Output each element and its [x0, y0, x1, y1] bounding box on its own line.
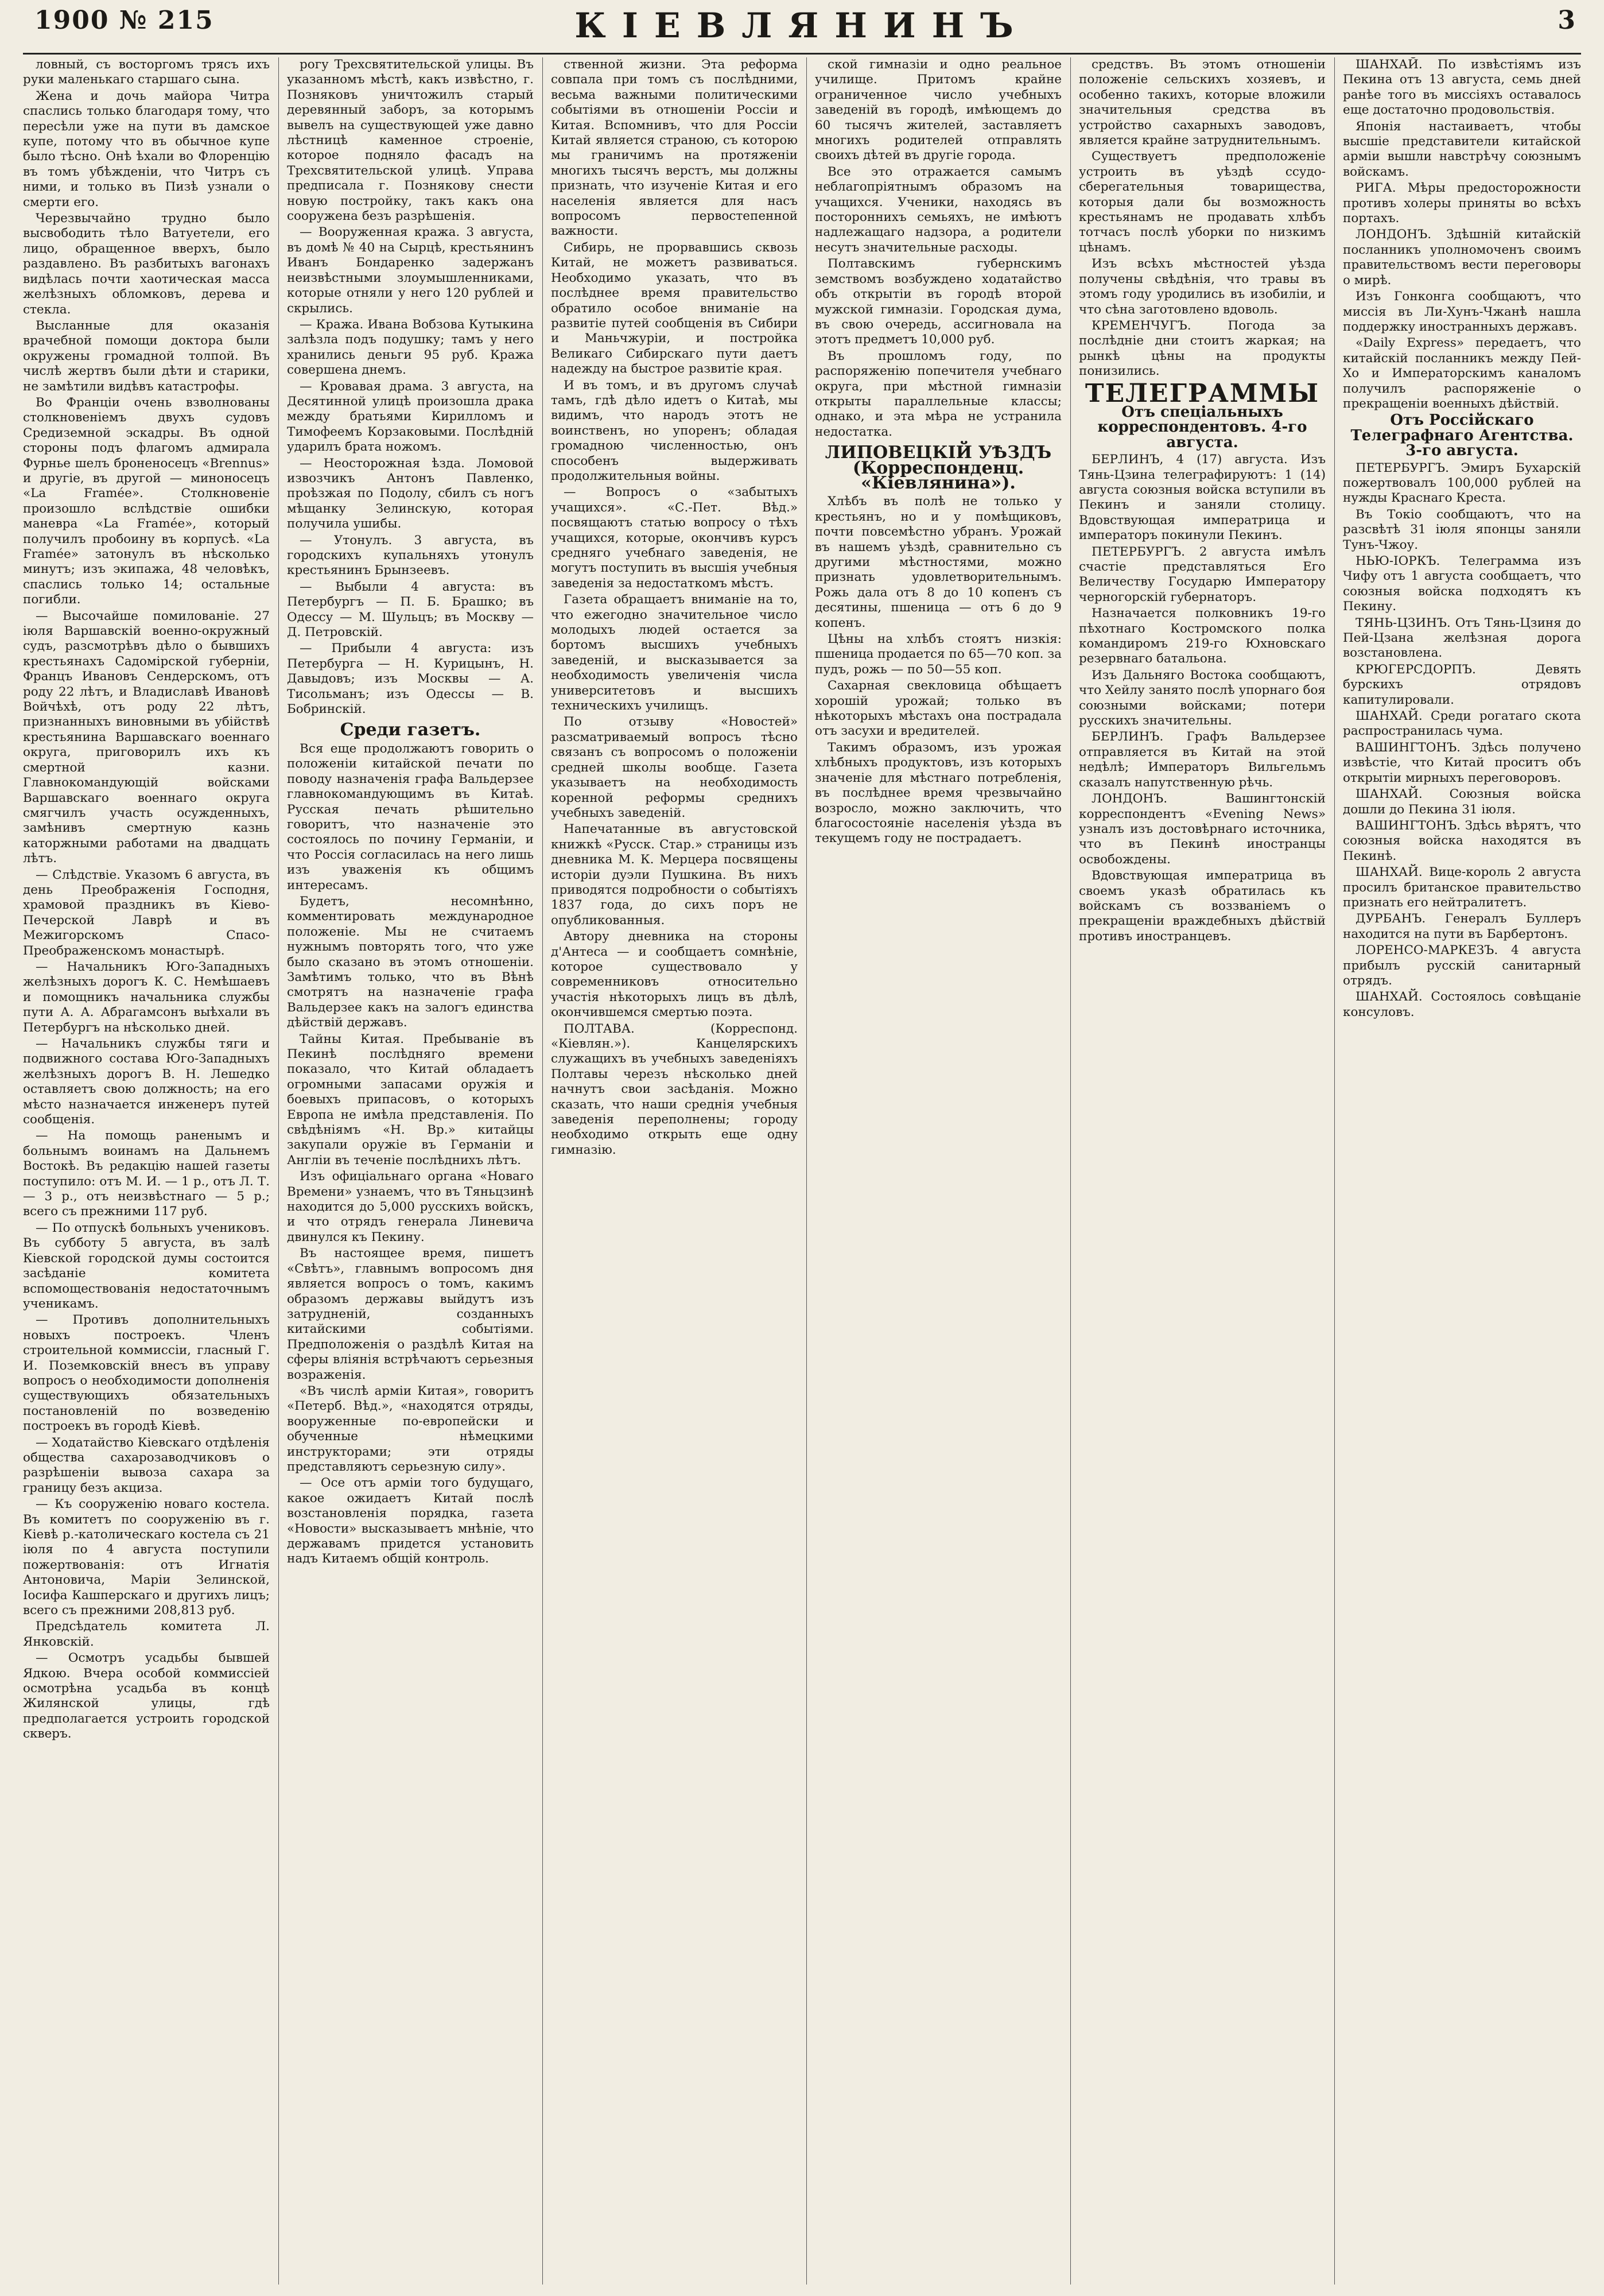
article-paragraph: Все это отражается самымъ неблагопріятнымъ образомъ на учащихся. Ученики, находясь въ постороннихъ семьяхъ, не имѣютъ надлежащаго надзора, а родители несутъ значительные расходы. [815, 164, 1062, 255]
section-heading: Среди газетъ. [340, 720, 481, 740]
section-heading: ТЕЛЕГРАММЫ [1085, 378, 1320, 408]
article-paragraph: Во Франціи очень взволнованы столкновеніемъ двухъ судовъ Средиземной эскадры. Въ одной стороны подъ флагомъ адмирала Фурнье шелъ броненосецъ «Brennus» и другіе, въ другой — миноносецъ «La Framée». Столкновеніе произошло вслѣдствіе ошибки маневра «La Framée», который получилъ пробоину въ корпусѣ. «La Framée» затонулъ въ нѣсколько минутъ; изъ экипажа, 48 человѣкъ, спаслись только 14; остальные погибли. [23, 395, 270, 607]
article-paragraph: ПЕТЕРБУРГЪ. 2 августа имѣлъ счастіе представляться Его Величеству Государю Императору черногорскій губернаторъ. [1079, 544, 1326, 604]
article-paragraph: Черезвычайно трудно было высвободить тѣло Ватуетели, его лицо, обращенное вверхъ, было раздавлено. Въ разбитыхъ вагонахъ видѣлась почти хаотическая масса желѣзныхъ обломковъ, дерева и стекла. [23, 211, 270, 317]
article-paragraph: Полтавскимъ губернскимъ земствомъ возбуждено ходатайство объ открытіи въ городѣ второй мужской гимназіи. Городская дума, въ свою очередь, ассигновала на этотъ предметъ 10,000 руб. [815, 257, 1062, 347]
article-paragraph: Тайны Китая. Пребываніе въ Пекинѣ послѣдняго времени показало, что Китай обладаетъ огромными запасами оружія и боевыхъ припасовъ, о которыхъ Европа не имѣла представленія. По свѣдѣніямъ «Н. Вр.» китайцы закупали оружіе въ Германіи и Англіи въ теченіе послѣднихъ лѣтъ. [287, 1031, 534, 1168]
article-paragraph: По отзыву «Новостей» разсматриваемый вопросъ тѣсно связанъ съ вопросомъ о положеніи средней школы вообще. Газета указываетъ на необходимость коренной реформы среднихъ учебныхъ заведеній. [551, 715, 798, 820]
article-paragraph: Высланные для оказанія врачебной помощи доктора были окружены громадной толпой. Въ числѣ жертвъ были дѣти и старики, не замѣтили видѣвъ катастрофы. [23, 318, 270, 394]
article-paragraph: средствъ. Въ этомъ отношеніи положеніе сельскихъ хозяевъ, и особенно такихъ, которые вложили значительныя средства въ устройство сахарныхъ заводовъ, является крайне затруднительнымъ. [1079, 57, 1326, 148]
article-paragraph: ЛОНДОНЪ. Вашингтонскій корреспондентъ «Evening News» узналъ изъ достовѣрнаго источника, что въ Пекинѣ иностранцы освобождены. [1079, 792, 1326, 867]
article-paragraph: — По отпускѣ больныхъ учениковъ. Въ субботу 5 августа, въ залѣ Кіевской городской думы состоится засѣданіе комитета вспомоществованія недостаточнымъ ученикамъ. [23, 1220, 270, 1311]
article-paragraph: — Слѣдствіе. Указомъ 6 августа, въ день Преображенія Господня, храмовой праздникъ въ Кіево-Печерской Лаврѣ и въ Межигорскомъ Спасо-Преображенскомъ монастырѣ. [23, 867, 270, 958]
article-paragraph: Газета обращаетъ вниманіе на то, что ежегодно значительное число молодыхъ людей остается за бортомъ высшихъ учебныхъ заведеній, и высказывается за необходимость увеличенія числа университетовъ и высшихъ техническихъ училищъ. [551, 592, 798, 713]
article-paragraph: Сахарная свекловица обѣщаетъ хорошій урожай; только въ нѣкоторыхъ мѣстахъ она пострадала отъ засухи и вредителей. [815, 678, 1062, 739]
article-paragraph: ПОЛТАВА. (Корреспонд. «Кіевлян.»). Канцелярскихъ служащихъ въ учебныхъ заведеніяхъ Полтавы черезъ нѣсколько дней начнутъ свои засѣданія. Можно сказать, что наши среднія учебныя заведенія переполнены; городу необходимо открыть еще одну гимназію. [551, 1021, 798, 1157]
article-paragraph: Предсѣдатель комитета Л. Янковскій. [23, 1619, 270, 1649]
column-divider [542, 57, 543, 2285]
article-paragraph: — Вооруженная кража. 3 августа, въ домѣ № 40 на Сырцѣ, крестьянинъ Иванъ Бондаренко задержанъ неизвѣстными злоумышленниками, которые отняли у него 120 рублей и скрылись. [287, 225, 534, 316]
article-paragraph: Цѣны на хлѣбъ стоятъ низкія: пшеница продается по 65—70 коп. за пудъ, рожь — по 50—55 коп. [815, 632, 1062, 677]
article-paragraph: НЬЮ-ІОРКЪ. Телеграмма изъ Чифу отъ 1 августа сообщаетъ, что союзныя войска подходятъ къ Пекину. [1343, 554, 1581, 614]
masthead [23, 0, 1581, 57]
article-paragraph: ДУРБАНЪ. Генералъ Буллеръ находится на пути въ Барбертонъ. [1343, 912, 1581, 941]
section-subheading: Отъ спеціальныхъ корреспондентовъ. 4-го августа. [1097, 403, 1307, 451]
column-divider [278, 57, 279, 2285]
article-paragraph: — Вопросъ о «забытыхъ учащихся». «С.-Пет. Вѣд.» посвящаютъ статью вопросу о тѣхъ учащихся, которые, окончивъ курсъ средняго учебнаго заведенія, не могутъ поступить въ высшія учебныя заведенія за недостаткомъ мѣстъ. [551, 485, 798, 591]
article-paragraph: ВАШИНГТОНЪ. Здѣсь вѣрятъ, что союзныя войска находятся въ Пекинѣ. [1343, 818, 1581, 863]
article-paragraph: Напечатанные въ августовской книжкѣ «Русск. Стар.» страницы изъ дневника М. К. Мерцера посвящены исторіи дуэли Пушкина. Въ нихъ приводятся подробности о событіяхъ 1837 года, до сихъ поръ не опубликованныя. [551, 822, 798, 928]
article-paragraph: Сибирь, не прорвавшись сквозь Китай, не можетъ развиваться. Необходимо указать, что въ послѣднее время правительство обратило особое вниманіе на развитіе путей сообщенія въ Сибири и Маньчжуріи, и постройка Великаго Сибирскаго пути даетъ надежду на быстрое развитіе края. [551, 240, 798, 377]
article-paragraph: КРЮГЕРСДОРПЪ. Девять бурскихъ отрядовъ капитулировали. [1343, 662, 1581, 707]
article-paragraph: — Утонулъ. 3 августа, въ городскихъ купальняхъ утонулъ крестьянинъ Брынзеевъ. [287, 533, 534, 578]
column-5 [1079, 57, 1326, 2285]
article-paragraph: — Кровавая драма. 3 августа, на Десятинной улицѣ произошла драка между братьями Кирилломъ и Тимофеемъ Корзаковыми. Послѣдній ударилъ брата ножомъ. [287, 379, 534, 455]
article-paragraph: ственной жизни. Эта реформа совпала при томъ съ послѣдними, весьма важными политическими событіями въ отношеніи Россіи и Китая. Вспомнивъ, что для Россіи Китай является страною, съ которою мы граничимъ на протяженіи многихъ тысячъ верстъ, мы должны признать, что изученіе Китая и его населенія является для насъ вопросомъ первостепенной важности. [551, 57, 798, 239]
article-paragraph: ШАНХАЙ. Союзныя войска дошли до Пекина 31 іюля. [1343, 787, 1581, 817]
newspaper-title: КІЕВЛЯНИНЪ [574, 6, 1030, 46]
issue-number: 1900 № 215 [34, 6, 214, 35]
article-paragraph: — Кража. Ивана Вобзова Кутыкина залѣзла подъ подушку; тамъ у него хранились деньги 95 руб. Кража совершена днемъ. [287, 317, 534, 378]
article-paragraph: — Ходатайство Кіевскаго отдѣленія общества сахарозаводчиковъ о разрѣшеніи вывоза сахара за границу безъ акциза. [23, 1435, 270, 1495]
article-paragraph: Изъ Дальняго Востока сообщаютъ, что Хейлу занято послѣ упорнаго боя союзными войсками; потери русскихъ значительны. [1079, 668, 1326, 728]
article-paragraph: БЕРЛИНЪ, 4 (17) августа. Изъ Тянь-Цзина телеграфируютъ: 1 (14) августа союзныя войска вступили въ Пекинъ и заняли столицу. Вдовствующая императрица и императоръ покинули Пекинъ. [1079, 452, 1326, 543]
article-paragraph: ловный, съ восторгомъ трясъ ихъ руки маленькаго старшаго сына. [23, 57, 270, 87]
article-paragraph: — Противъ дополнительныхъ новыхъ построекъ. Членъ строительной коммиссіи, гласный Г. И. Поземковскій внесъ въ управу вопросъ о необходимости дополненія существующихъ обязательныхъ постановленій по возведенію построекъ въ городѣ Кіевѣ. [23, 1313, 270, 1434]
article-paragraph: КРЕМЕНЧУГЪ. Погода за послѣдніе дни стоитъ жаркая; на рынкѣ цѣны на продукты понизились. [1079, 318, 1326, 379]
article-paragraph: Существуетъ предположеніе устроить въ уѣздѣ ссудо-сберегательныя товарищества, которыя дали бы возможность крестьянамъ не продавать хлѣбъ тотчасъ послѣ уборки по низкимъ цѣнамъ. [1079, 149, 1326, 255]
column-3 [551, 57, 798, 2285]
page-number: 3 [1558, 6, 1575, 35]
article-paragraph: Назначается полковникъ 19-го пѣхотнаго Костромского полка командиромъ 219-го Юхновскаго резервнаго батальона. [1079, 606, 1326, 666]
article-paragraph: ской гимназіи и одно реальное училище. Притомъ крайне ограниченное число учебныхъ заведеній въ городѣ, имѣющемъ до 60 тысячъ жителей, заставляетъ многихъ родителей отправлять своихъ дѣтей въ другіе города. [815, 57, 1062, 163]
article-paragraph: РИГА. Мѣры предосторожности противъ холеры приняты во всѣхъ портахъ. [1343, 181, 1581, 226]
column-2 [287, 57, 534, 2285]
article-paragraph: — Начальникъ Юго-Западныхъ желѣзныхъ дорогъ К. С. Немѣшаевъ и помощникъ начальника службы пути А. А. Абрагамсонъ выѣхали въ Петербургъ на нѣсколько дней. [23, 959, 270, 1035]
article-paragraph: — На помощь раненымъ и больнымъ воинамъ на Дальнемъ Востокѣ. Въ редакцію нашей газеты поступило: отъ М. И. — 1 р., отъ Л. Т. — 3 р., отъ неизвѣстнаго — 5 р.; всего съ прежними 117 руб. [23, 1128, 270, 1219]
article-paragraph: БЕРЛИНЪ. Графъ Вальдерзее отправляется въ Китай на этой недѣлѣ; Императоръ Вильгельмъ сказалъ напутственную рѣчь. [1079, 730, 1326, 790]
article-paragraph: Такимъ образомъ, изъ урожая хлѣбныхъ продуктовъ, изъ которыхъ значеніе для мѣстнаго потребленія, въ послѣднее время чрезвычайно возросло, можно заключить, что благосостояніе населенія уѣзда въ текущемъ году не пострадаетъ. [815, 740, 1062, 846]
article-paragraph: Изъ всѣхъ мѣстностей уѣзда получены свѣдѣнія, что травы въ этомъ году уродились въ изобиліи, и что сѣна заготовлено вдоволь. [1079, 257, 1326, 317]
column-divider [806, 57, 807, 2285]
article-paragraph: Въ Токіо сообщаютъ, что на разсвѣтѣ 31 іюля японцы заняли Тунъ-Чжоу. [1343, 507, 1581, 552]
article-paragraph: «Daily Express» передаетъ, что китайскій посланникъ между Пей-Хо и Императорскимъ каналомъ получилъ распоряженіе о прекращеніи военныхъ дѣйствій. [1343, 336, 1581, 411]
article-paragraph: ШАНХАЙ. По извѣстіямъ изъ Пекина отъ 13 августа, семь дней ранѣе того въ миссіяхъ оставалось еще достаточно продовольствія. [1343, 57, 1581, 118]
column-divider [1334, 57, 1335, 2285]
section-subheading: Отъ Россійскаго Телеграфнаго Агентства. 3-го августа. [1350, 412, 1574, 460]
article-paragraph: — Начальникъ службы тяги и подвижного состава Юго-Западныхъ желѣзныхъ дорогъ В. Н. Лешедко оставляетъ свою должность; на его мѣсто назначается инженеръ путей сообщенія. [23, 1037, 270, 1127]
article-paragraph: — Осмотръ усадьбы бывшей Ядкою. Вчера особой коммиссіей осмотрѣна усадьба въ концѣ Жилянской улицы, гдѣ предполагается устроить городской скверъ. [23, 1651, 270, 1742]
article-paragraph: «Въ числѣ арміи Китая», говоритъ «Петерб. Вѣд.», «находятся отряды, вооруженные по-европейски и обученные нѣмецкими инструкторами; эти отряды представляютъ серьезную силу». [287, 1383, 534, 1474]
article-paragraph: — Осе отъ арміи того будущаго, какое ожидаетъ Китай послѣ возстановленія порядка, газета «Новости» высказываетъ мнѣніе, что державамъ придется установить надъ Китаемъ общій контроль. [287, 1476, 534, 1566]
article-paragraph: Въ прошломъ году, по распоряженію попечителя учебнаго округа, при мѣстной гимназіи открыты параллельные классы; однако, и эта мѣра не устранила недостатка. [815, 348, 1062, 439]
article-paragraph: ШАНХАЙ. Вице-король 2 августа просилъ британское правительство признать его нейтралитетъ. [1343, 865, 1581, 910]
article-paragraph: ПЕТЕРБУРГЪ. Эмиръ Бухарскій пожертвовалъ 100,000 рублей на нужды Краснаго Креста. [1343, 460, 1581, 506]
article-paragraph: Будетъ, несомнѣнно, комментировать международное положеніе. Мы не считаемъ нужнымъ повторять того, что уже было сказано въ этомъ отношеніи. Замѣтимъ только, что въ Вѣнѣ смотрятъ на назначеніе графа Вальдерзее какъ на залогъ единства дѣйствій державъ. [287, 894, 534, 1030]
article-paragraph: И въ томъ, и въ другомъ случаѣ тамъ, гдѣ дѣло идетъ о Китаѣ, мы видимъ, что народъ этотъ не воинственъ, но упоренъ; обладая громадною численностью, онъ способенъ выдерживать продолжительныя войны. [551, 378, 798, 483]
article-paragraph: рогу Трехсвятительской улицы. Въ указанномъ мѣстѣ, какъ извѣстно, г. Позняковъ уничтожилъ старый деревянный заборъ, за которымъ вывелъ на существующей уже давно лѣстницѣ каменное строеніе, которое подняло фасадъ на Трехсвятительской улицѣ. Управа предписала г. Познякову снести новую постройку, такъ какъ она сооружена безъ разрѣшенія. [287, 57, 534, 224]
article-paragraph: — Прибыли 4 августа: изъ Петербурга — Н. Курицынъ, Н. Давыдовъ; изъ Москвы — А. Тисольманъ; изъ Одессы — В. Бобринскій. [287, 641, 534, 717]
article-paragraph: Автору дневника на стороны д'Антеса — и сообщаетъ сомнѣніе, которое существовало у современниковъ относительно участія нѣкоторыхъ лицъ въ дѣлѣ, окончившемся смертью поэта. [551, 929, 798, 1020]
article-paragraph: Вдовствующая императрица въ своемъ указѣ обратилась къ войскамъ съ воззваніемъ о прекращеніи враждебныхъ дѣйствій противъ иностранцевъ. [1079, 868, 1326, 944]
article-paragraph: ВАШИНГТОНЪ. Здѣсь получено извѣстіе, что Китай проситъ объ открытіи мирныхъ переговоровъ. [1343, 740, 1581, 785]
article-paragraph: — Къ сооруженію новаго костела. Въ комитетъ по сооруженію въ г. Кіевѣ р.-католическаго костела съ 21 іюля по 4 августа поступили пожертвованія: отъ Игнатія Антоновича, Маріи Зелинской, Іосифа Кашперскаго и другихъ лицъ; всего съ прежними 208,813 руб. [23, 1497, 270, 1618]
column-4 [815, 57, 1062, 2285]
article-paragraph: Изъ Гонконга сообщаютъ, что миссія въ Ли-Хунъ-Чжанѣ нашла поддержку иностранныхъ державъ. [1343, 289, 1581, 334]
column-1 [23, 57, 270, 2285]
masthead-rule [23, 53, 1581, 55]
article-paragraph: — Неосторожная ѣзда. Ломовой извозчикъ Антонъ Павленко, проѣзжая по Подолу, сбилъ съ ногъ мѣщанку Зелинскую, которая получила ушибы. [287, 456, 534, 532]
article-paragraph: — Выбыли 4 августа: въ Петербургъ — П. Б. Брашко; въ Одессу — М. Шульцъ; въ Москву — Д. Петровскій. [287, 579, 534, 640]
article-paragraph: ЛОНДОНЪ. Здѣшній китайскій посланникъ уполномоченъ своимъ правительствомъ вести переговоры о мирѣ. [1343, 227, 1581, 288]
article-paragraph: Хлѣбъ въ полѣ не только у крестьянъ, но и у помѣщиковъ, почти повсемѣстно убранъ. Урожай въ нашемъ уѣздѣ, сравнительно съ другими мѣстностями, можно признать удовлетворительнымъ. Рожь дала отъ 8 до 10 копенъ съ десятины, пшеница — отъ 6 до 9 копенъ. [815, 494, 1062, 630]
article-paragraph: ШАНХАЙ. Среди рогатаго скота распространилась чума. [1343, 709, 1581, 739]
article-paragraph: Въ настоящее время, пишетъ «Свѣтъ», главнымъ вопросомъ дня является вопросъ о томъ, какимъ образомъ державы выйдутъ изъ затрудненій, созданныхъ китайскими событіями. Предположенія о раздѣлѣ Китая на сферы вліянія встрѣчаютъ серьезныя возраженія. [287, 1246, 534, 1382]
article-paragraph: Изъ офиціальнаго органа «Новаго Времени» узнаемъ, что въ Тяньцзинѣ находится до 5,000 русскихъ войскъ, и что отрядъ генерала Линевича двинулся къ Пекину. [287, 1169, 534, 1244]
article-paragraph: — Высочайше помилованіе. 27 іюля Варшавскій военно-окружный судъ, разсмотрѣвъ дѣло о бывшихъ крестьянахъ Садомірской губерніи, Францъ Ивановъ Сендерскомъ, отъ роду 22 лѣтъ, и Владиславѣ Ивановѣ Войчѣхѣ, отъ роду 22 лѣтъ, признанныхъ виновными въ убійствѣ крестьянина Варшавскаго военнаго округа, приговорилъ ихъ къ смертной казни. Главнокомандующій войсками Варшавскаго военнаго округа смягчилъ участь осужденныхъ, замѣнивъ смертную казнь каторжными работами на двадцать лѣтъ. [23, 608, 270, 866]
column-6 [1343, 57, 1581, 2285]
article-paragraph: Жена и дочь майора Читра спаслись только благодаря тому, что пересѣли уже на пути въ дамское купе, потому что въ обычное купе было тѣсно. Онѣ ѣхали во Флоренцію въ томъ убѣжденіи, что Читръ съ ними, и только въ Пизѣ узнали о смерти его. [23, 88, 270, 210]
article-paragraph: Японія настаиваетъ, чтобы высшіе представители китайской арміи вышли навстрѣчу союзнымъ войскамъ. [1343, 119, 1581, 179]
section-heading: ЛИПОВЕЦКІЙ УѢЗДЪ (Корреспонденц. «Кіевлянина»). [825, 443, 1052, 493]
article-paragraph: ТЯНЬ-ЦЗИНЪ. Отъ Тянь-Цзиня до Пей-Цзана желѣзная дорога возстановлена. [1343, 615, 1581, 661]
article-paragraph: ШАНХАЙ. Состоялось совѣщаніе консуловъ. [1343, 990, 1581, 1019]
article-paragraph: Вся еще продолжаютъ говорить о положеніи китайской печати по поводу назначенія графа Вальдерзее главнокомандующимъ въ Китаѣ. Русская печать рѣшительно говоритъ, что назначеніе это состоялось по почину Германіи, и что Россія согласилась на него лишь изъ уваженія къ общимъ интересамъ. [287, 741, 534, 893]
column-divider [1070, 57, 1071, 2285]
article-paragraph: ЛОРЕНСО-МАРКЕЗЪ. 4 августа прибылъ русскій санитарный отрядъ. [1343, 943, 1581, 988]
